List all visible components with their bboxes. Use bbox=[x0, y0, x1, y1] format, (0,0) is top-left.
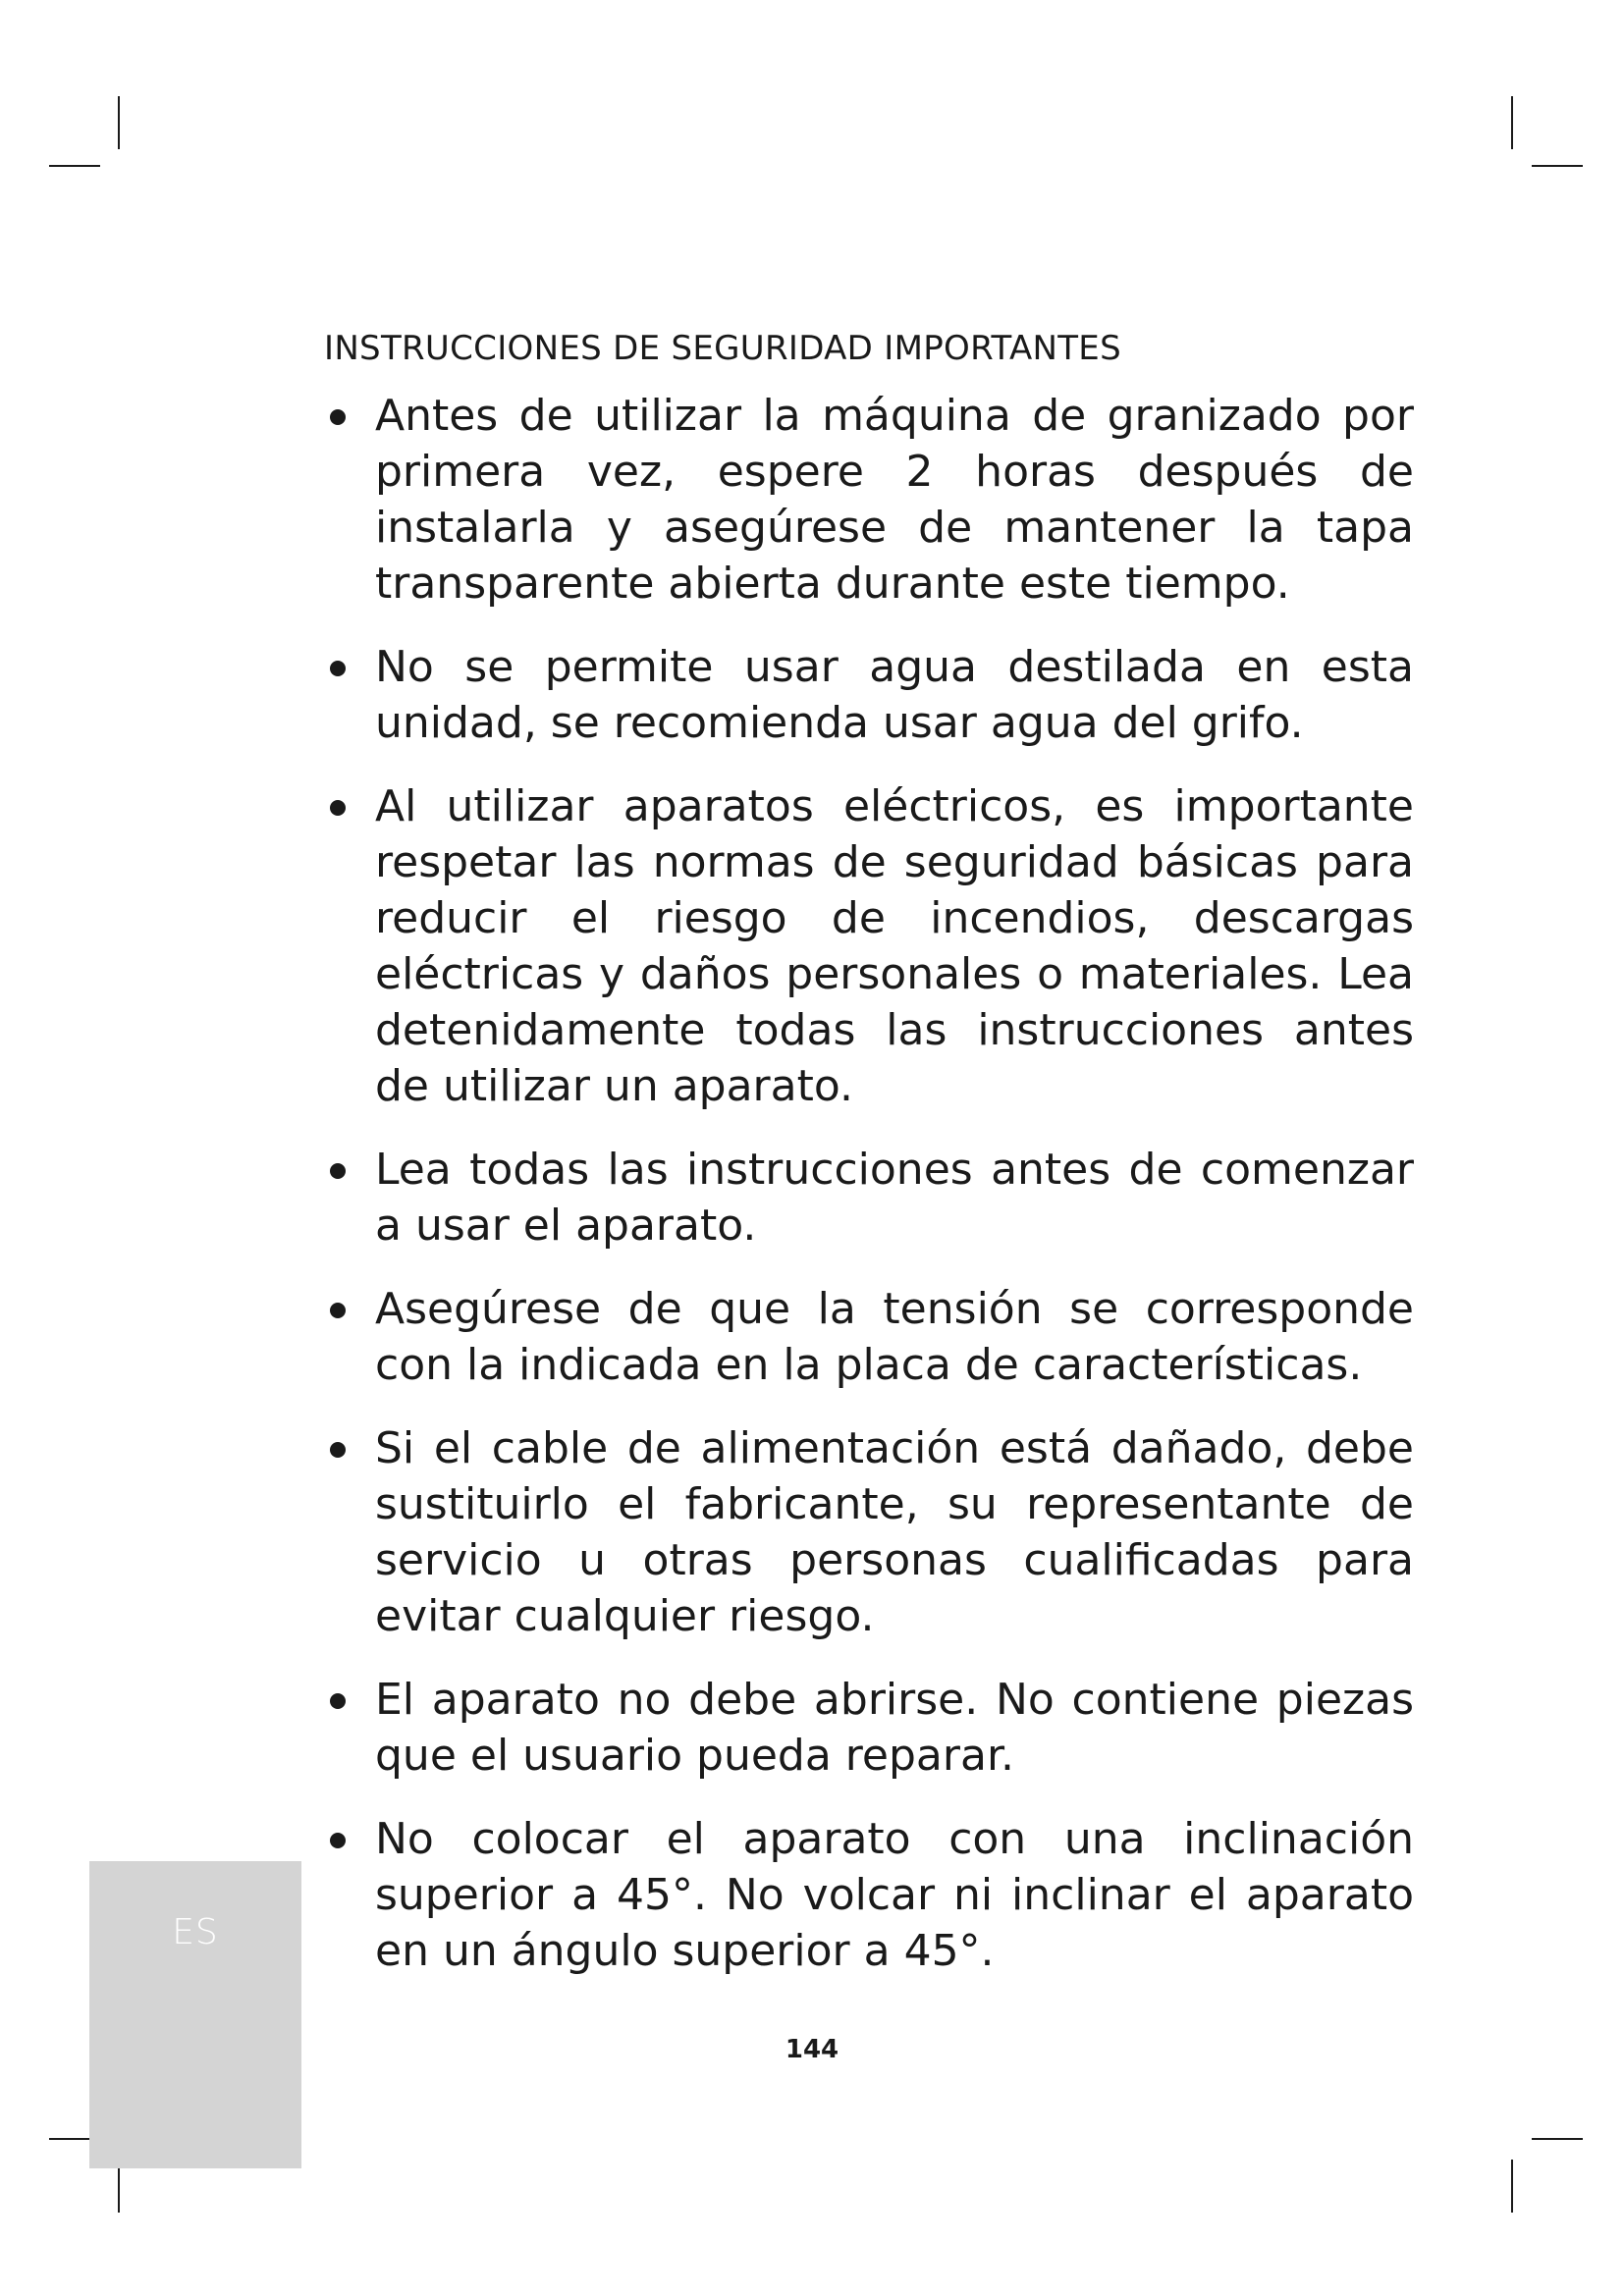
crop-mark-top-left-vertical bbox=[118, 96, 120, 149]
list-item-text: Lea todas las instrucciones antes de comenzar a usar el aparato. bbox=[375, 1145, 1414, 1251]
bullet-icon bbox=[330, 800, 346, 816]
page-number: 144 bbox=[785, 2035, 839, 2064]
bullet-icon bbox=[330, 1442, 346, 1458]
crop-mark-top-right-horizontal bbox=[1532, 165, 1583, 167]
crop-mark-bottom-right-horizontal bbox=[1532, 2138, 1583, 2140]
page-content bbox=[324, 329, 1414, 2006]
list-item-text: El aparato no debe abrirse. No contiene piezas que el usuario pueda reparar. bbox=[375, 1675, 1414, 1781]
bullet-icon bbox=[330, 661, 346, 676]
list-item bbox=[324, 1281, 1414, 1393]
bullet-icon bbox=[330, 409, 346, 425]
bullet-icon bbox=[330, 1833, 346, 1848]
crop-mark-top-right-vertical bbox=[1511, 96, 1513, 149]
list-item-text: Antes de utilizar la máquina de granizado por primera vez, espere 2 horas después de instalarla y asegúrese de mantener la tapa transparente abierta durante este tiempo. bbox=[375, 391, 1414, 609]
crop-mark-bottom-right-vertical bbox=[1511, 2160, 1513, 2213]
language-tab-label: ES bbox=[172, 1912, 219, 1952]
crop-mark-top-left-horizontal bbox=[49, 165, 100, 167]
list-item bbox=[324, 778, 1414, 1114]
list-item bbox=[324, 639, 1414, 751]
bullet-icon bbox=[330, 1303, 346, 1318]
list-item bbox=[324, 1672, 1414, 1784]
list-item-text: Al utilizar aparatos eléctricos, es importante respetar las normas de seguridad básicas para reducir el riesgo de incendios, descargas eléctricas y daños personales o materiales. Lea detenidamente todas las instrucciones antes de utilizar un aparato. bbox=[375, 781, 1414, 1111]
bullet-icon bbox=[330, 1693, 346, 1709]
list-item-text: Asegúrese de que la tensión se corresponde con la indicada en la placa de características. bbox=[375, 1284, 1414, 1390]
list-item bbox=[324, 388, 1414, 612]
safety-instructions-list bbox=[324, 388, 1414, 1979]
bullet-icon bbox=[330, 1163, 346, 1179]
list-item-text: No se permite usar agua destilada en esta unidad, se recomienda usar agua del grifo. bbox=[375, 642, 1414, 748]
list-item bbox=[324, 1811, 1414, 1979]
list-item-text: No colocar el aparato con una inclinación superior a 45°. No volcar ni inclinar el aparato en un ángulo superior a 45°. bbox=[375, 1814, 1414, 1976]
language-tab bbox=[89, 1861, 301, 2168]
list-item bbox=[324, 1142, 1414, 1254]
section-title: INSTRUCCIONES DE SEGURIDAD IMPORTANTES bbox=[324, 329, 1121, 368]
list-item-text: Si el cable de alimentación está dañado, debe sustituirlo el fabricante, su representante de servicio u otras personas cualificadas para evitar cualquier riesgo. bbox=[375, 1423, 1414, 1641]
list-item bbox=[324, 1420, 1414, 1644]
